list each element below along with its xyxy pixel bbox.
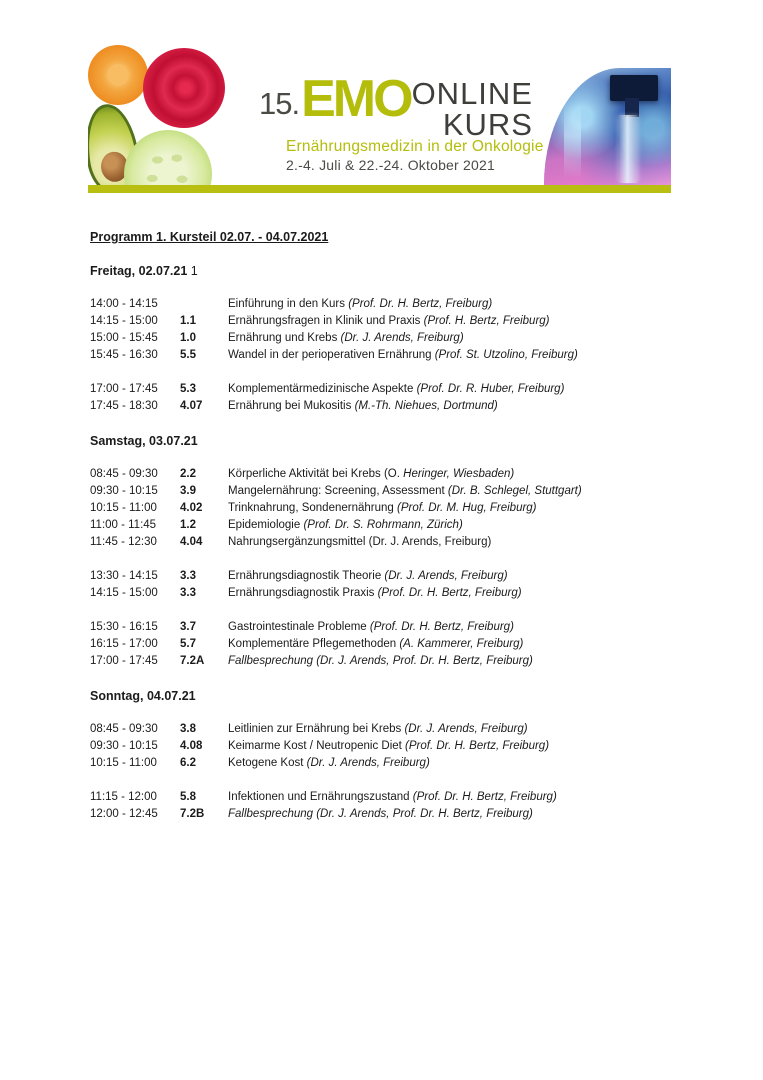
- session-row: [90, 619, 690, 636]
- session-row: [90, 653, 690, 670]
- session-time: 08:45 - 09:30: [90, 723, 158, 735]
- session-title-text: Einführung in den Kurs: [228, 298, 349, 310]
- session-group: [90, 381, 690, 415]
- session-time: 08:45 - 09:30: [90, 468, 158, 480]
- session-title-text: Ernährungsdiagnostik Theorie: [228, 570, 385, 582]
- session-time: 17:00 - 17:45: [90, 655, 158, 667]
- session-title-text: Infektionen und Ernährungszustand: [228, 791, 413, 803]
- session-group: [90, 789, 690, 823]
- session-code: 5.8: [180, 791, 196, 803]
- session-time: 11:00 - 11:45: [90, 519, 157, 531]
- session-code: 1.2: [180, 519, 196, 531]
- logo-subtitle: Ernährungsmedizin in der Onkologie: [286, 138, 544, 155]
- session-title: [228, 313, 690, 330]
- session-title: [228, 483, 690, 500]
- session-row: [90, 636, 690, 653]
- session-row: [90, 517, 690, 534]
- session-speaker: (Prof. Dr. M. Hug, Freiburg): [397, 502, 537, 514]
- session-title-text: Ernährung und Krebs: [228, 332, 341, 344]
- session-code: [180, 296, 228, 313]
- session-row: [90, 483, 690, 500]
- session-code: 4.04: [180, 536, 203, 548]
- session-title: [228, 296, 690, 313]
- session-title: [228, 806, 690, 823]
- session-code: 3.7: [180, 621, 196, 633]
- session-title-text: Epidemiologie: [228, 519, 304, 531]
- day-section: [90, 689, 690, 823]
- cucumber-slice-image: [124, 130, 212, 193]
- session-time: 11:15 - 12:00: [90, 791, 157, 803]
- beet-slice-image: [143, 48, 225, 128]
- session-speaker: (Prof. Dr. H. Bertz, Freiburg): [405, 740, 550, 752]
- session-title: [228, 330, 690, 347]
- session-time: 10:15 - 11:00: [90, 502, 157, 514]
- session-title-text: Keimarme Kost / Neutropenic Diet: [228, 740, 406, 752]
- session-title: [228, 636, 690, 653]
- logo-dates: 2.-4. Juli & 22.-24. Oktober 2021: [286, 157, 495, 173]
- session-title-text: Komplementäre Pflegemethoden: [228, 638, 400, 650]
- session-code: 5.3: [180, 383, 196, 395]
- session-speaker: (Prof. Dr. H. Bertz, Freiburg): [412, 791, 557, 803]
- session-code: 4.02: [180, 502, 203, 514]
- page-number-artifact: 1: [187, 264, 198, 278]
- session-title-text: Körperliche Aktivität bei Krebs (O.: [228, 468, 404, 480]
- session-row: [90, 585, 690, 602]
- session-time: 15:30 - 16:15: [90, 621, 158, 633]
- day-heading-text: Samstag, 03.07.21: [90, 434, 198, 448]
- session-row: [90, 789, 690, 806]
- cucumber-seeds: [124, 130, 212, 193]
- day-heading: [90, 689, 690, 704]
- session-title-text: Komplementärmedizinische Aspekte: [228, 383, 417, 395]
- session-speaker: (M.-Th. Niehues, Dortmund): [354, 400, 498, 412]
- session-code: 4.07: [180, 400, 203, 412]
- session-time: 14:15 - 15:00: [90, 315, 158, 327]
- session-time: 13:30 - 14:15: [90, 570, 158, 582]
- session-code: 3.9: [180, 485, 196, 497]
- session-title-text: Leitlinien zur Ernährung bei Krebs: [228, 723, 405, 735]
- session-time: 15:45 - 16:30: [90, 349, 158, 361]
- session-speaker: Fallbesprechung (Dr. J. Arends, Prof. Dr. H. Bertz, Freiburg): [228, 808, 533, 820]
- logo-prefix: 15.: [259, 86, 300, 121]
- logo-emo-text: EMO: [301, 70, 411, 128]
- session-row: [90, 313, 690, 330]
- session-row: [90, 721, 690, 738]
- session-code: 3.3: [180, 587, 196, 599]
- page-title: Programm 1. Kursteil 02.07. - 04.07.2021: [90, 230, 329, 244]
- session-title-text: Nahrungsergänzungsmittel (Dr. J. Arends, Freiburg): [228, 536, 492, 548]
- session-title: [228, 653, 690, 670]
- session-row: [90, 534, 690, 551]
- session-time: 17:00 - 17:45: [90, 383, 158, 395]
- session-speaker: (Prof. St. Utzolino, Freiburg): [434, 349, 578, 361]
- day-heading: [90, 264, 690, 279]
- session-row: [90, 466, 690, 483]
- session-title-text: Ernährungsfragen in Klinik und Praxis: [228, 315, 424, 327]
- session-row: [90, 500, 690, 517]
- day-section: [90, 264, 690, 415]
- banner-accent-bar: [88, 185, 671, 193]
- schedule: [90, 264, 690, 823]
- emo-logo: [259, 70, 533, 142]
- session-code: 4.08: [180, 740, 203, 752]
- session-row: [90, 738, 690, 755]
- photo-glass-tube: [618, 115, 640, 183]
- program-content: [90, 230, 690, 840]
- session-title: [228, 500, 690, 517]
- photo-device-silhouette: [610, 75, 658, 101]
- session-time: 09:30 - 10:15: [90, 740, 158, 752]
- session-row: [90, 347, 690, 364]
- session-title-text: Mangelernährung: Screening, Assessment: [228, 485, 448, 497]
- session-row: [90, 381, 690, 398]
- session-title: [228, 585, 690, 602]
- session-time: 16:15 - 17:00: [90, 638, 158, 650]
- session-code: 1.1: [180, 315, 196, 327]
- session-group: [90, 619, 690, 670]
- logo-kurs-text: KURS: [442, 107, 533, 142]
- session-title: [228, 755, 690, 772]
- session-group: [90, 721, 690, 772]
- session-title-text: Ernährung bei Mukositis: [228, 400, 355, 412]
- session-row: [90, 806, 690, 823]
- session-row: [90, 296, 690, 313]
- course-banner: [88, 42, 671, 193]
- session-time: 15:00 - 15:45: [90, 332, 158, 344]
- session-row: [90, 330, 690, 347]
- session-code: 3.8: [180, 723, 196, 735]
- session-title: [228, 517, 690, 534]
- session-speaker: Fallbesprechung (Dr. J. Arends, Prof. Dr. H. Bertz, Freiburg): [228, 655, 533, 667]
- session-speaker: (Dr. J. Arends, Freiburg): [340, 332, 464, 344]
- logo-online-kurs: [412, 78, 533, 140]
- session-code: 3.3: [180, 570, 196, 582]
- session-speaker: (Dr. J. Arends, Freiburg): [384, 570, 508, 582]
- session-title: [228, 738, 690, 755]
- infusion-photo: [544, 68, 671, 185]
- carrot-slice-image: [88, 45, 148, 105]
- session-title: [228, 347, 690, 364]
- session-row: [90, 755, 690, 772]
- session-time: 14:00 - 14:15: [90, 298, 158, 310]
- day-heading: [90, 434, 690, 449]
- session-title-text: Trinknahrung, Sondenernährung: [228, 502, 397, 514]
- session-speaker: Heringer, Wiesbaden): [403, 468, 515, 480]
- session-title-text: Gastrointestinale Probleme: [228, 621, 370, 633]
- session-title-text: Wandel in der perioperativen Ernährung: [228, 349, 435, 361]
- session-speaker: (Prof. Dr. R. Huber, Freiburg): [416, 383, 565, 395]
- session-group: [90, 568, 690, 602]
- logo-online-text: ONLINE: [411, 76, 533, 111]
- session-row: [90, 568, 690, 585]
- session-speaker: (A. Kammerer, Freiburg): [399, 638, 524, 650]
- session-speaker: (Prof. Dr. S. Rohrmann, Zürich): [303, 519, 463, 531]
- session-speaker: (Prof. Dr. H. Bertz, Freiburg): [348, 298, 493, 310]
- session-code: 1.0: [180, 332, 196, 344]
- session-title: [228, 381, 690, 398]
- session-time: 12:00 - 12:45: [90, 808, 158, 820]
- session-title: [228, 534, 690, 551]
- session-title: [228, 398, 690, 415]
- photo-light-streak: [564, 101, 581, 178]
- session-title-text: Ernährungsdiagnostik Praxis: [228, 587, 378, 599]
- session-title-text: Ketogene Kost: [228, 757, 307, 769]
- session-speaker: (Prof. Dr. H. Bertz, Freiburg): [369, 621, 514, 633]
- day-heading-text: Sonntag, 04.07.21: [90, 689, 196, 703]
- session-code: 5.5: [180, 349, 196, 361]
- session-speaker: (Dr. B. Schlegel, Stuttgart): [447, 485, 582, 497]
- session-title: [228, 619, 690, 636]
- session-time: 09:30 - 10:15: [90, 485, 158, 497]
- day-heading-text: Freitag, 02.07.21: [90, 264, 188, 278]
- session-speaker: (Prof. Dr. H. Bertz, Freiburg): [377, 587, 522, 599]
- session-code: 7.2B: [180, 808, 205, 820]
- session-title: [228, 789, 690, 806]
- session-speaker: (Dr. J. Arends, Freiburg): [404, 723, 528, 735]
- session-group: [90, 466, 690, 551]
- session-title: [228, 721, 690, 738]
- session-code: 5.7: [180, 638, 196, 650]
- session-time: 11:45 - 12:30: [90, 536, 157, 548]
- session-code: 6.2: [180, 757, 196, 769]
- session-time: 17:45 - 18:30: [90, 400, 158, 412]
- session-title: [228, 568, 690, 585]
- session-time: 14:15 - 15:00: [90, 587, 158, 599]
- session-time: 10:15 - 11:00: [90, 757, 157, 769]
- session-speaker: (Dr. J. Arends, Freiburg): [306, 757, 430, 769]
- session-speaker: (Prof. H. Bertz, Freiburg): [423, 315, 550, 327]
- session-code: 7.2A: [180, 655, 205, 667]
- session-code: 2.2: [180, 468, 196, 480]
- session-title: [228, 466, 690, 483]
- day-section: [90, 434, 690, 670]
- session-row: [90, 398, 690, 415]
- session-group: [90, 296, 690, 364]
